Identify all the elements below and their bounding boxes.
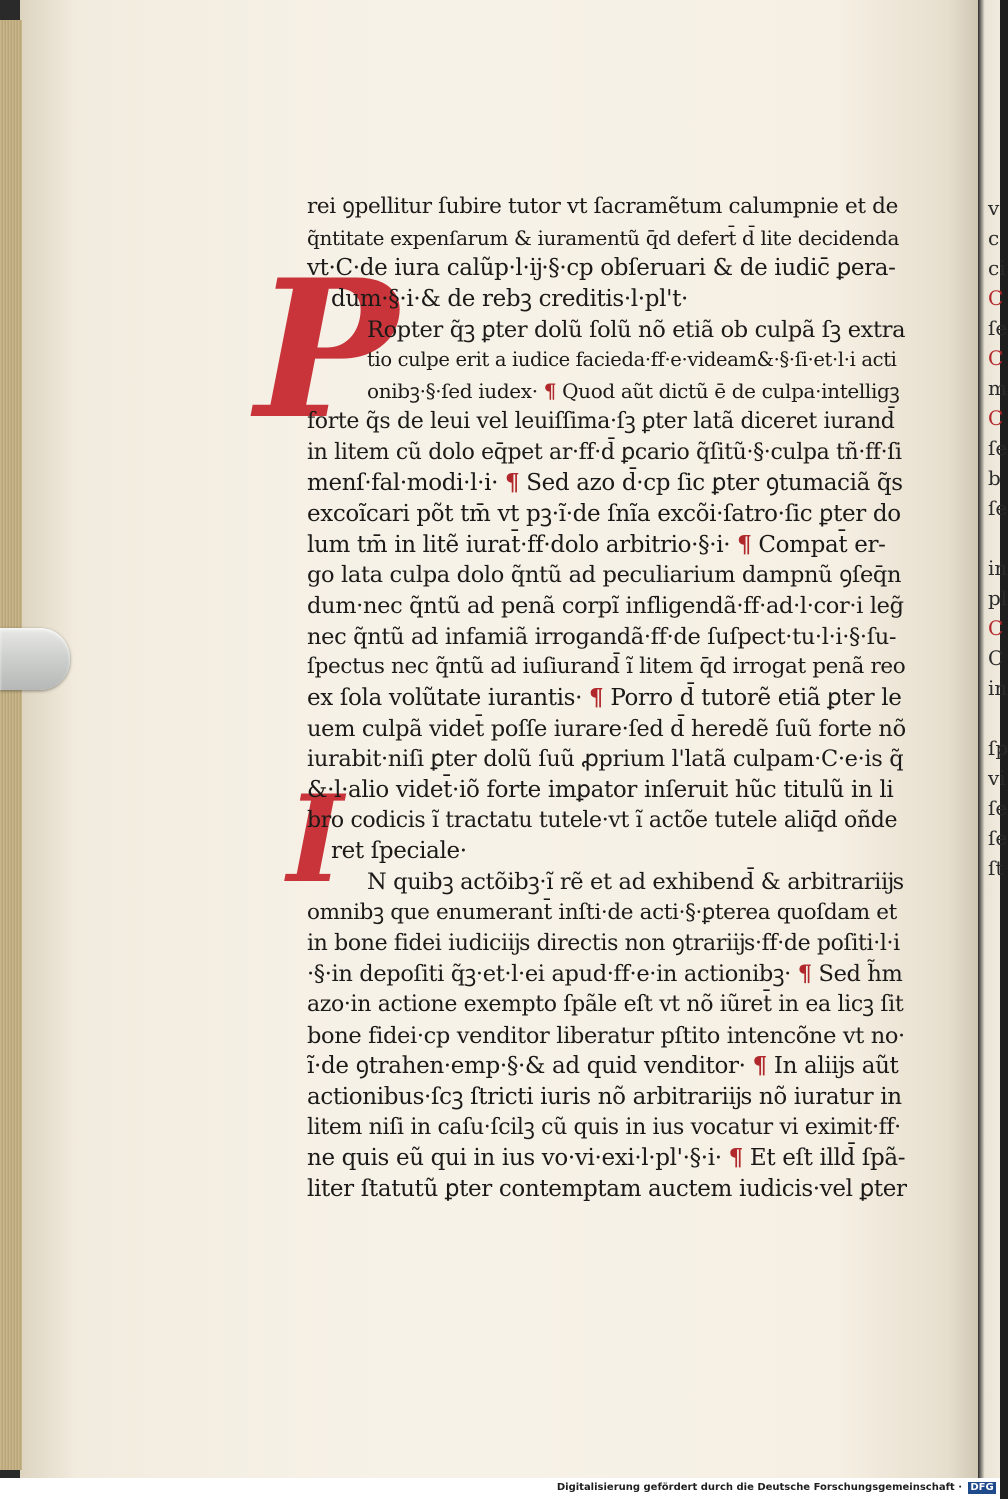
paragraph-mark: ¶ (728, 1144, 743, 1172)
paragraph-mark: ¶ (737, 530, 752, 558)
dfg-logo: DFG (968, 1482, 996, 1494)
paragraph-mark: ¶ (589, 684, 604, 711)
text-line: go lata culpa dolo q̃ntũ ad peculiarium dampnũ ꝯſeq̄n (307, 562, 902, 589)
text-segment: Porro d̄ tutorẽ etiã ꝑter le (610, 685, 902, 711)
text-line: ret ſpeciale· (331, 838, 467, 865)
text-line: tio culpe erit a iudice facieda·ff·e·videam&·§·ſi·et·l·i acti (367, 348, 897, 372)
paragraph-mark: ¶ (543, 379, 557, 404)
text-line: excoĩcari põt tm̄ vt pꝫ·ĩ·de ſnĩa excõi·ſatro·ſic ꝑter do (307, 500, 901, 527)
text-line (307, 376, 907, 407)
gutter-fragment: ſe (988, 436, 1008, 460)
gutter-fragment: in (988, 676, 1008, 700)
gutter-fragment: C (988, 616, 1004, 640)
text-line: ſpectus nec q̃ntũ ad iuſiurand̄ ĩ litem q̄d irrogat penã reo (307, 654, 906, 680)
text-line: &·l·alio videt̄·iõ forte imꝑator inſeruit hũc titulũ in li (307, 777, 894, 804)
text-segment: Quod aũt dictũ ē de culpa·intelligꝫ (562, 379, 900, 404)
gutter-fragment: b (988, 466, 1001, 490)
text-line: N quibꝫ actõibꝫ·ĩ rẽ et ad exhibend̄ & arbitrariĳs (367, 869, 904, 896)
text-line: liter ſtatutũ ꝑter contemptam auctem iudicis·vel ꝑter (307, 1176, 907, 1202)
gutter-fragment: C (988, 346, 1004, 370)
gutter-fragment: ſe (988, 796, 1008, 820)
gutter-fragment: ſe (988, 316, 1008, 340)
gutter-fragment: C (988, 646, 1004, 670)
gutter-fragment: ci (988, 256, 1006, 280)
gutter-fragment: ſe (988, 496, 1008, 520)
footer-bar (0, 1478, 1000, 1499)
text-line: dum·§·i·& de rebꝫ creditis·l·pl't· (331, 286, 688, 313)
red-initial-i: I (287, 769, 344, 910)
gutter-fragment: C (988, 286, 1004, 310)
text-line: uem culpã videt̄ poſſe iurare·ſed d̄ heredẽ ſuũ forte nõ (307, 715, 906, 742)
text-line: bone fidei·cp venditor liberatur pſtito intencõne vt no· (307, 1022, 905, 1049)
gutter-fragment: in (988, 556, 1008, 580)
paragraph-mark: ¶ (505, 469, 520, 497)
text-line: dum·nec q̃ntũ ad penã corpĩ infligendã·ff·ad·l·cor·i leg̃ (307, 592, 904, 619)
text-line (307, 1051, 907, 1082)
text-line: in litem cũ dolo eq̄pet ar·ff·d̄ ꝑcario q̃ſitũ·§·culpa tñ·ff·ſi (307, 439, 902, 465)
text-line: q̃ntitate expenſarum & iuramentũ q̄d defert̄ d̄ lite decidenda (307, 225, 900, 250)
text-segment: ĩ·de ꝯtrahen·emp·§·& ad quid venditor· (307, 1053, 746, 1080)
page-edge (0, 20, 22, 1470)
gutter-fragment: ſe (988, 826, 1008, 850)
gutter-fragment: C (988, 406, 1004, 430)
text-block (307, 192, 907, 1205)
text-line: rei ꝯpellitur ſubire tutor vt ſacramẽtum calumpnie et de (307, 194, 898, 219)
text-line: forte q̃s de leui vel leuiſſima·ſꝫ ꝑter latã diceret iurand̄ (307, 408, 895, 434)
text-line: azo·in actione exempto ſpãle eſt vt nõ iũret̄ in ea licꝫ ſit (307, 991, 904, 1017)
text-line: omnibꝫ que enumerant̄ inſti·de acti·§·ꝑterea quoſdam et (307, 899, 897, 925)
text-line (307, 683, 907, 714)
text-segment: Et eſt illd̄ ſpã- (749, 1145, 906, 1172)
text-line: vt·C·de iura calũp·l·ĳ·§·cp obſeruari & de iudic̄ ꝑera- (307, 255, 896, 282)
text-line: in bone fidei iudiciĳs directis non ꝯtrariĳs·ff·de poſiti·l·i (307, 930, 900, 956)
gutter-fragment: v (988, 196, 1000, 220)
gutter-fragment: ſt (988, 856, 1004, 880)
text-segment: Compat̄ er- (758, 531, 886, 558)
gutter-fragment: pl (988, 586, 1008, 610)
text-line: Ropter q̃ꝫ ꝑter dolũ ſolũ nõ etiã ob culpã ſꝫ extra (367, 316, 906, 343)
text-segment: ·§·in depoſiti q̃ꝫ·et·l·ei apud·ff·e·in actionibꝫ· (307, 961, 791, 988)
text-segment: ne quis eũ qui in ius vo·vi·exi·l·pl'·§·i· (307, 1145, 722, 1172)
text-line: nec q̃ntũ ad infamiã irrogandã·ff·de ſuſpect·tu·l·i·§·ſu- (307, 623, 897, 650)
gutter-fragment: vi (988, 766, 1006, 790)
text-line (307, 468, 907, 499)
text-line (307, 530, 907, 561)
red-initial-p: P (255, 238, 398, 461)
text-segment: lum tm̄ in litẽ iurat̄·ff·dolo arbitrio·§·i· (307, 531, 731, 558)
footer-credit: Digitalisierung gefördert durch die Deutsche Forschungsgemeinschaft · (556, 1482, 962, 1493)
text-segment: Sed azo d̄·cp ſic ꝑter ꝯtumaciã q̃s (526, 470, 903, 497)
text-segment: Sed h̃m (818, 961, 903, 988)
text-segment: ex ſola volũtate iurantis· (307, 685, 583, 711)
gutter-fragment: c (988, 226, 1000, 250)
paragraph-mark: ¶ (797, 961, 812, 988)
text-segment: In aliĳs aũt (773, 1053, 899, 1080)
text-segment: menſ·fal·modi·l·i· (307, 470, 499, 497)
book-clip (0, 628, 70, 690)
text-segment: onibꝫ·§·ſed iudex· (367, 379, 538, 404)
text-line: actionibus·ſcꝫ ſtricti iuris nõ arbitrariĳs nõ iuratur in (307, 1083, 902, 1110)
text-line: iurabit·niſi ꝑter dolũ ſuũ ꝓprium l'latã culpam·C·e·is q̃ (307, 746, 904, 773)
paragraph-mark: ¶ (752, 1052, 767, 1080)
gutter-fragment: ſp (988, 736, 1008, 760)
text-line: litem niſi in caſu·ſcilꝫ cũ quis in ius vocatur vi eximit·ff· (307, 1114, 901, 1140)
text-line (307, 959, 907, 990)
text-line: bro codicis ĩ tractatu tutele·vt ĩ actõe tutele aliq̄d oñde (307, 807, 898, 833)
text-line (307, 1143, 907, 1174)
gutter-fragment: m (988, 376, 1007, 400)
